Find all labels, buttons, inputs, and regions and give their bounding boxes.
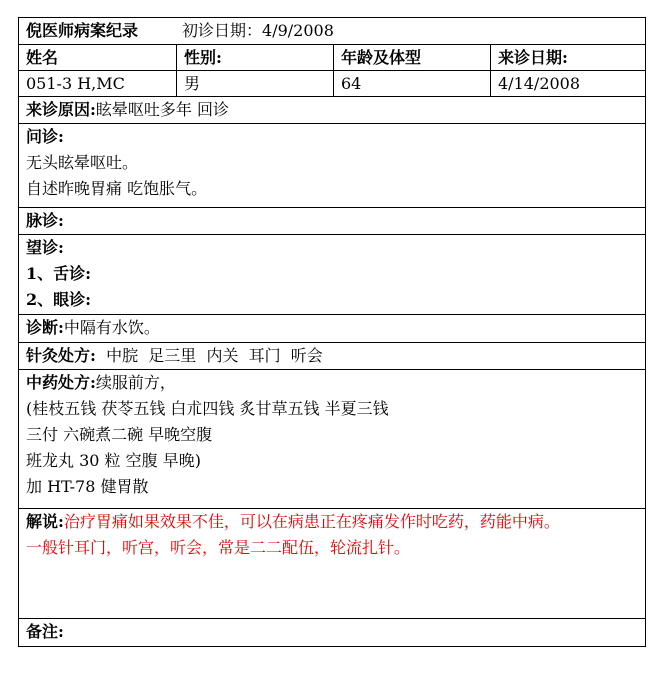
- notes-label: 备注:: [26, 622, 64, 641]
- notes-row: [19, 619, 645, 646]
- herbal-line: 加 HT-78 健胃散: [26, 477, 149, 496]
- reason-label: 来诊原因:: [26, 100, 96, 119]
- herbal-text: 续服前方，: [95, 373, 176, 392]
- first-visit-label: 初诊日期：: [182, 21, 263, 40]
- medical-record-table: [18, 17, 646, 647]
- reason-text: 眩晕呕吐多年 回诊: [95, 100, 230, 119]
- inquiry-row: [19, 124, 645, 208]
- patient-values-row: [19, 71, 645, 97]
- patient-header-row: [19, 45, 645, 71]
- acupuncture-text: 中脘 足三里 内关 耳门 听会: [95, 346, 323, 365]
- observation-label: 望诊:: [26, 238, 64, 257]
- pulse-label: 脉诊:: [26, 211, 64, 230]
- diagnosis-label: 诊断:: [26, 318, 64, 337]
- herbal-label: 中药处方:: [26, 373, 96, 392]
- explanation-label: 解说:: [26, 512, 64, 531]
- gender-label: 性别:: [177, 45, 334, 70]
- explanation-row: [19, 509, 645, 619]
- patient-visit-date: 4/14/2008: [498, 74, 581, 93]
- record-title: 倪医师病案纪录: [26, 21, 139, 40]
- age-label: 年龄及体型: [334, 45, 491, 70]
- herbal-line: 班龙丸 30 粒 空腹 早晚): [26, 451, 201, 470]
- patient-gender: 男: [177, 71, 334, 96]
- inquiry-line: 无头眩晕呕吐。: [26, 153, 139, 172]
- observation-row: [19, 235, 645, 315]
- explanation-line: 治疗胃痛如果效果不佳，可以在病患正在疼痛发作时吃药，药能中病。: [63, 512, 560, 531]
- tongue-label: 1、舌诊:: [26, 264, 92, 283]
- inquiry-line: 自述昨晚胃痛 吃饱胀气。: [26, 179, 208, 198]
- explanation-line: 一般针耳门，听宫，听会，常是二二配伍，轮流扎针。: [26, 538, 411, 557]
- patient-name: 051-3 H,MC: [19, 71, 177, 96]
- reason-row: [19, 97, 645, 124]
- eye-label: 2、眼诊:: [26, 290, 92, 309]
- herbal-line: (桂枝五钱 茯苓五钱 白朮四钱 炙甘草五钱 半夏三钱: [26, 399, 389, 418]
- diagnosis-text: 中隔有水饮。: [63, 318, 160, 337]
- patient-age: 64: [334, 71, 491, 96]
- header-row: [19, 18, 645, 45]
- first-visit-date: 4/9/2008: [262, 21, 334, 40]
- pulse-row: [19, 208, 645, 235]
- inquiry-label: 问诊:: [26, 127, 64, 146]
- name-label: 姓名: [19, 45, 177, 70]
- diagnosis-row: [19, 315, 645, 343]
- herbal-row: [19, 370, 645, 509]
- acupuncture-label: 针灸处方:: [26, 346, 96, 365]
- acupuncture-row: [19, 343, 645, 370]
- visit-date-label: 来诊日期:: [498, 48, 568, 67]
- herbal-line: 三付 六碗煮二碗 早晚空腹: [26, 425, 213, 444]
